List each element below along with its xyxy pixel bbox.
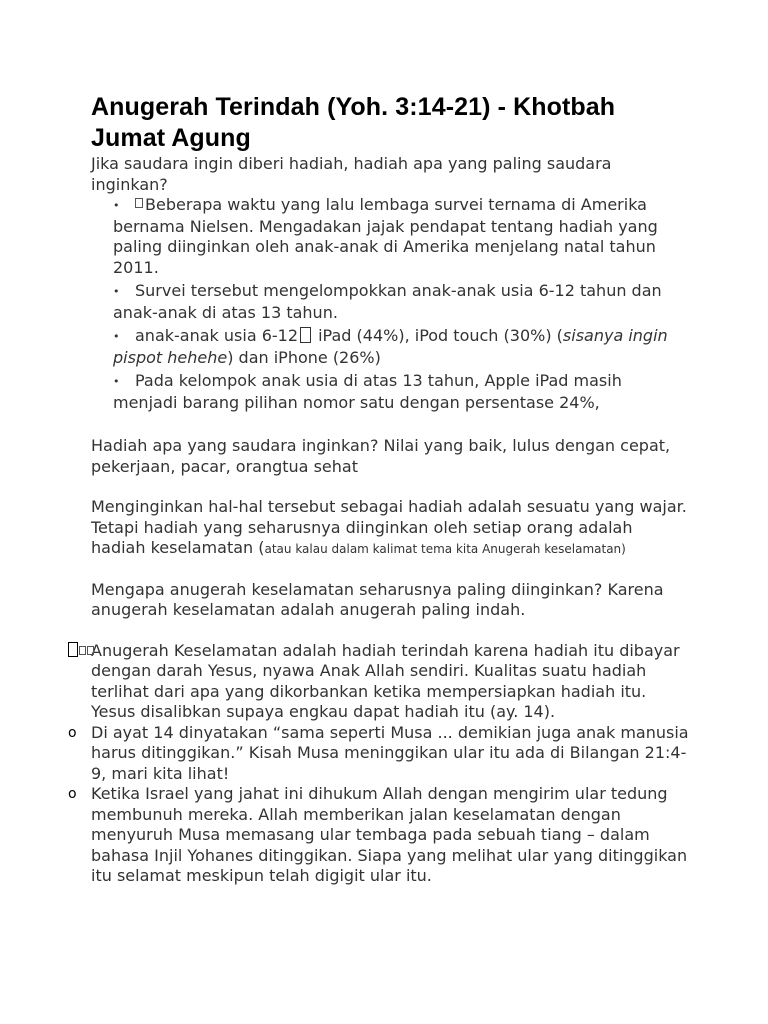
sub-bullet-icon: o (68, 786, 77, 802)
paragraph: Mengapa anugerah keselamatan seharusnya paling diinginkan? Karena anugerah keselamatan adalah anugerah paling indah. (91, 579, 664, 619)
intro-paragraph: Jika saudara ingin diberi hadiah, hadiah apa yang paling saudara inginkan? (91, 154, 612, 194)
section-marker-icon (68, 641, 94, 662)
page-title: Anugerah Terindah (Yoh. 3:14-21) - Khotbah Jumat Agung (91, 93, 616, 152)
missing-glyph-icon (135, 198, 143, 208)
list-item: • Survei tersebut mengelompokkan anak-anak usia 6-12 tahun dan anak-anak di atas 13 tahun. (113, 281, 662, 322)
bullet-icon: • (113, 375, 120, 388)
sub-item: o Ketika Israel yang jahat ini dihukum Allah dengan mengirim ular tedung membunuh mereka. Allah memberikan jalan keselamatan dengan menyuruh Musa memasang ular tembaga pada sebuah tiang – dalam bahasa Injil Yohanes ditinggikan. Siapa yang melihat ular yang ditinggikan itu selamat meskipun telah digigit ular itu. (68, 784, 688, 885)
bullet-list (91, 195, 691, 413)
list-item: • Beberapa waktu yang lalu lembaga survei ternama di Amerika bernama Nielsen. Mengadakan jajak pendapat tentang hadiah yang paling diinginkan oleh anak-anak di Amerika menjelang natal tahun 2011. (113, 195, 658, 277)
paragraph: Menginginkan hal-hal tersebut sebagai hadiah adalah sesuatu yang wajar. Tetapi hadiah yang seharusnya diinginkan oleh setiap orang adalah hadiah keselamatan (atau kalau dalam kalimat tema kita Anugerah keselamatan) (91, 497, 687, 557)
sub-item: o Di ayat 14 dinyatakan “sama seperti Musa ... demikian juga anak manusia harus ditinggikan.” Kisah Musa meninggikan ular itu ada di Bilangan 21:4-9, mari kita lihat! (68, 722, 689, 783)
bullet-icon: • (113, 285, 120, 298)
paragraph: Hadiah apa yang saudara inginkan? Nilai yang baik, lulus dengan cepat, pekerjaan, pacar, orangtua sehat (91, 436, 671, 476)
section-item: Anugerah Keselamatan adalah hadiah terindah karena hadiah itu dibayar dengan darah Yesus, nyawa Anak Allah sendiri. Kualitas suatu hadiah terlihat dari apa yang dikorbankan ketika mempersiapkan hadiah itu. Yesus disalibkan supaya engkau dapat hadiah itu (ay. 14). (91, 641, 691, 723)
document-page (68, 92, 691, 887)
list-item: • Pada kelompok anak usia di atas 13 tahun, Apple iPad masih menjadi barang pilihan nomor satu dengan persentase 24%, (113, 371, 622, 412)
sub-bullet-icon: o (68, 724, 77, 741)
missing-arrow-icon (300, 327, 311, 343)
bullet-icon: • (113, 330, 120, 343)
list-item: • anak-anak usia 6-12 iPad (44%), iPod touch (30%) (sisanya ingin pispot hehehe) dan iPhone (26%) (113, 326, 668, 367)
bullet-icon: • (113, 199, 120, 212)
